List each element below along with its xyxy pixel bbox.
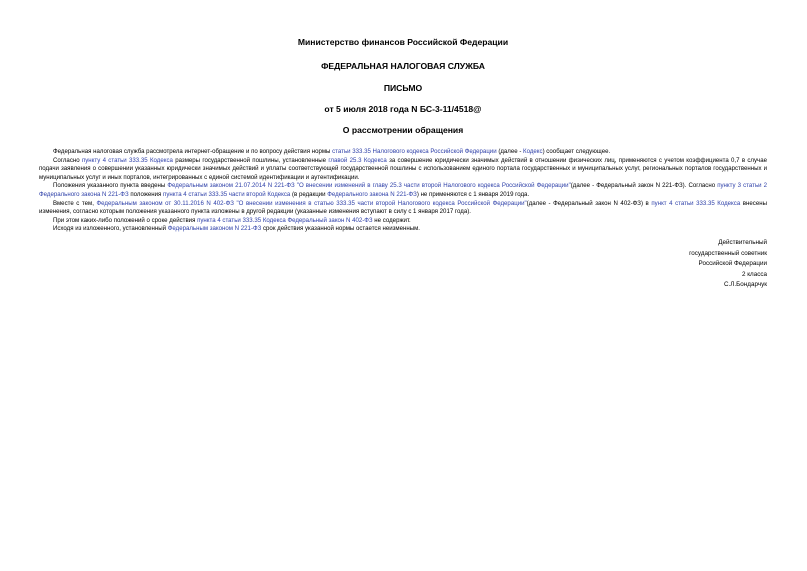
service-name: ФЕДЕРАЛЬНАЯ НАЛОГОВАЯ СЛУЖБА (321, 61, 485, 71)
paragraph-text: за совершение юридически значимых действий в отношении физических лиц, применяются с учетом коэффициента 0,7 в случае подачи заявления о совершении указанных юридически значимых действий и уплаты соответствующей государственной пошлины с использованием единого портала государственных и муниципальных услуг, региональных порталов государственных и муниципальных услуг и иных порталов, интегрированных с единой системой идентификации и аутентификации. (39, 156, 767, 181)
paragraph-text: (в редакции (290, 190, 328, 198)
signature-block (689, 238, 767, 291)
document-link[interactable]: пункту 4 статьи 333.35 Кодекса (81, 156, 173, 164)
ministry-name: Министерство финансов Российской Федерации (297, 37, 509, 47)
paragraph-text: (далее - Федеральный закон N 221-ФЗ). Согласно (570, 182, 718, 190)
paragraph-text: Согласно (53, 156, 82, 164)
paragraph-text: ) не применяются с 1 января 2019 года. (416, 190, 530, 198)
signer-name: С.Л.Бондарчук (723, 281, 767, 288)
document-type: ПИСЬМО (383, 83, 423, 93)
document-link[interactable]: Федерального закона N 221-ФЗ (327, 190, 417, 198)
paragraph-text: (далее - (496, 148, 524, 155)
paragraph-text: Положения указанного пункта введены (53, 182, 168, 190)
signature-line: 2 класса (741, 270, 767, 278)
document-link[interactable]: главой 25.3 Кодекса (328, 156, 387, 164)
paragraph-text: положения (128, 190, 164, 198)
paragraph-text: Исходя из изложенного, установленный (53, 225, 168, 233)
document-body (39, 148, 767, 234)
document-link[interactable]: Кодекс (523, 148, 543, 155)
document-link[interactable]: пункт 4 статьи 333.35 Кодекса (651, 199, 741, 207)
document-link[interactable]: Федеральный закон N 402-ФЗ (287, 216, 373, 224)
document-link[interactable]: статьи 333.35 Налогового кодекса Российской Федерации (332, 148, 497, 155)
document-link[interactable]: пункта 4 статьи 333.35 Кодекса (197, 216, 286, 224)
body-paragraph (39, 217, 767, 226)
paragraph-text: срок действия указанной нормы остается неизменным. (261, 225, 420, 233)
body-paragraph (39, 148, 767, 157)
body-paragraph (39, 225, 767, 234)
document-link[interactable]: Федеральным законом 21.07.2014 N 221-ФЗ "О внесении изменений в главу 25.3 части второй Налогового кодекса Российской Федерации" (167, 182, 571, 190)
paragraph-text: При этом каких-либо положений о сроке действия (53, 216, 198, 224)
body-paragraph (39, 182, 767, 199)
signature-line: Российской Федерации (698, 260, 767, 267)
document-link[interactable]: Федеральным законом N 221-ФЗ (167, 225, 262, 233)
paragraph-text: Вместе с тем, (53, 199, 97, 207)
signature-line: Действительный (718, 239, 767, 246)
document-link[interactable]: пункту 3 статьи 2 Федерального закона N 221-ФЗ (39, 182, 768, 198)
paragraph-text: ) сообщает следующее. (542, 148, 611, 155)
paragraph-text: не содержит. (372, 216, 411, 224)
paragraph-text: внесены изменения, согласно которым положения указанного пункта изложены в другой редакции (указанные изменения вступают в силу с 1 января 2017 года). (39, 199, 767, 216)
document-link[interactable]: пункта 4 статьи 333.35 части второй Кодекса (163, 190, 291, 198)
paragraph-text: (далее - Федеральный закон N 402-ФЗ) в (526, 199, 652, 207)
body-paragraph (39, 157, 767, 183)
body-paragraph (39, 200, 767, 217)
document-link[interactable]: Федеральным законом от 30.11.2016 N 402-ФЗ "О внесении изменения в статью 333.35 части второй Налогового кодекса Российской Федерации" (96, 199, 527, 207)
document-header (39, 37, 767, 135)
signature-line: государственный советник (689, 249, 767, 257)
paragraph-text: Федеральная налоговая служба рассмотрела интернет-обращение и по вопросу действия нормы (53, 148, 333, 155)
document-subject: О рассмотрении обращения (342, 125, 464, 135)
paragraph-text: размеры государственной пошлины, установленные (172, 156, 329, 164)
document-date-number: от 5 июля 2018 года N БС-3-11/4518@ (324, 104, 482, 114)
